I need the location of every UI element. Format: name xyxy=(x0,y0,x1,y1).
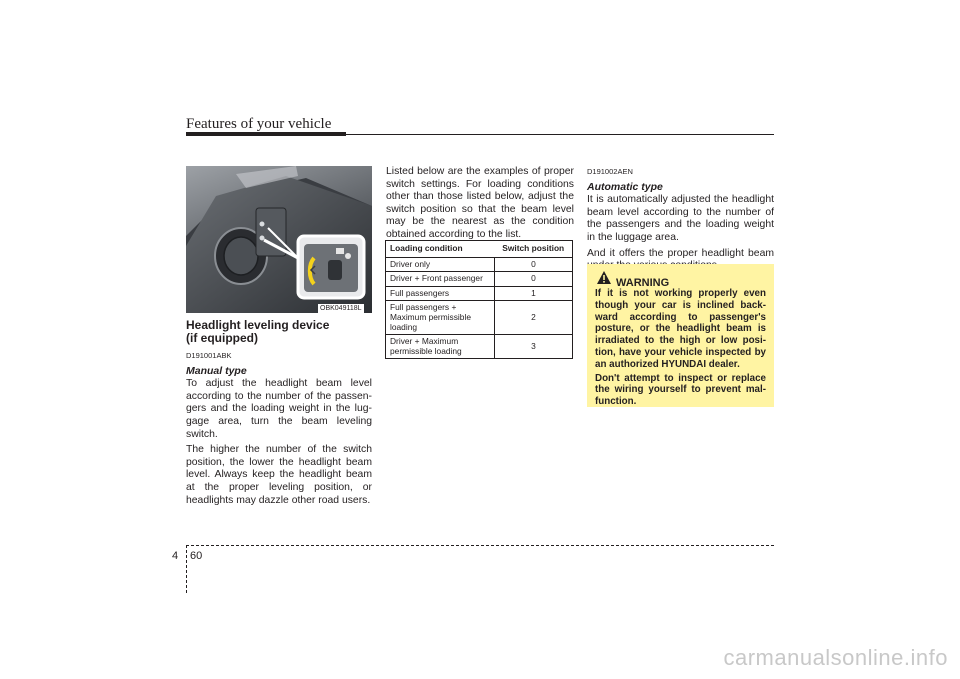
switch-position-table xyxy=(385,240,573,359)
warning-header xyxy=(597,271,669,289)
row-condition: Driver + Front passenger xyxy=(386,272,495,287)
right-column xyxy=(587,166,774,276)
row-condition: Full passengers xyxy=(386,286,495,301)
table-header-row xyxy=(386,241,573,258)
header-accent-bar xyxy=(186,132,346,136)
row-position: 1 xyxy=(495,286,573,301)
footer-rule xyxy=(186,545,774,546)
page-number: 60 xyxy=(190,550,203,562)
section-header-title: Features of your vehicle xyxy=(186,116,332,132)
middle-column xyxy=(386,166,574,245)
warning-paragraph-1: If it is not working properly even though your car is inclined back-ward according to passenger's posture, or the headlight beam is irradiated to the high or low posi-tion, have your vehicle inspected by an authorized HYUNDAI dealer. xyxy=(595,288,766,370)
manual-type-subheading: Manual type xyxy=(186,364,247,377)
row-condition: Driver only xyxy=(386,257,495,272)
table-row xyxy=(386,272,573,287)
header-loading-condition: Loading condition xyxy=(386,241,495,258)
table-intro-paragraph: Listed below are the examples of proper switch settings. For loading conditions other than those listed below, adjust the switch position so that the beam level may be the nearest as the condition obtained according to the list. xyxy=(386,166,574,240)
automatic-type-subheading: Automatic type xyxy=(587,180,663,193)
watermark: carmanualsonline.info xyxy=(723,645,948,670)
figure-caption: OBK049118L xyxy=(320,305,362,312)
table-row xyxy=(386,301,573,335)
headlight-switch-illustration xyxy=(186,166,372,313)
section-heading-qualifier: (if equipped) xyxy=(186,331,258,345)
table-row xyxy=(386,286,573,301)
table-row xyxy=(386,335,573,359)
automatic-section-code: D191002AEN xyxy=(587,167,633,176)
left-column xyxy=(186,319,372,510)
row-condition: Full passengers + Maximum permissible loading xyxy=(386,301,495,335)
warning-title: WARNING xyxy=(616,277,670,289)
warning-paragraph-2: Don't attempt to inspect or replace the wiring yourself to prevent mal-function. xyxy=(595,372,766,408)
warning-triangle-icon xyxy=(597,271,611,284)
row-position: 0 xyxy=(495,257,573,272)
section-heading: Headlight leveling device xyxy=(186,318,330,332)
header-switch-position: Switch position xyxy=(495,241,573,258)
warning-box xyxy=(587,264,774,407)
automatic-paragraph-1: It is automatically adjusted the headlight beam level according to the number of the passengers and the loading weight in the luggage area. xyxy=(587,194,774,243)
table-row xyxy=(386,257,573,272)
row-position: 0 xyxy=(495,272,573,287)
warning-body xyxy=(595,288,766,410)
footer-divider xyxy=(186,545,187,593)
dashboard-drawing xyxy=(186,166,372,313)
row-position: 3 xyxy=(495,335,573,359)
manual-paragraph-1: To adjust the headlight beam level according to the number of the passen-gers and the loading weight in the lug-gage area, turn the beam leveling switch. xyxy=(186,378,372,440)
row-position: 2 xyxy=(495,301,573,335)
manual-paragraph-2: The higher the number of the switch position, the lower the headlight beam level. Always keep the headlight beam at the proper leveling position, or headlights may dazzle other road users. xyxy=(186,444,372,506)
row-condition: Driver + Maximum permissible loading xyxy=(386,335,495,359)
chapter-number: 4 xyxy=(172,550,179,562)
section-code: D191001ABK xyxy=(186,351,232,360)
automatic-paragraph-2: And it offers the proper headlight beam xyxy=(587,247,774,259)
